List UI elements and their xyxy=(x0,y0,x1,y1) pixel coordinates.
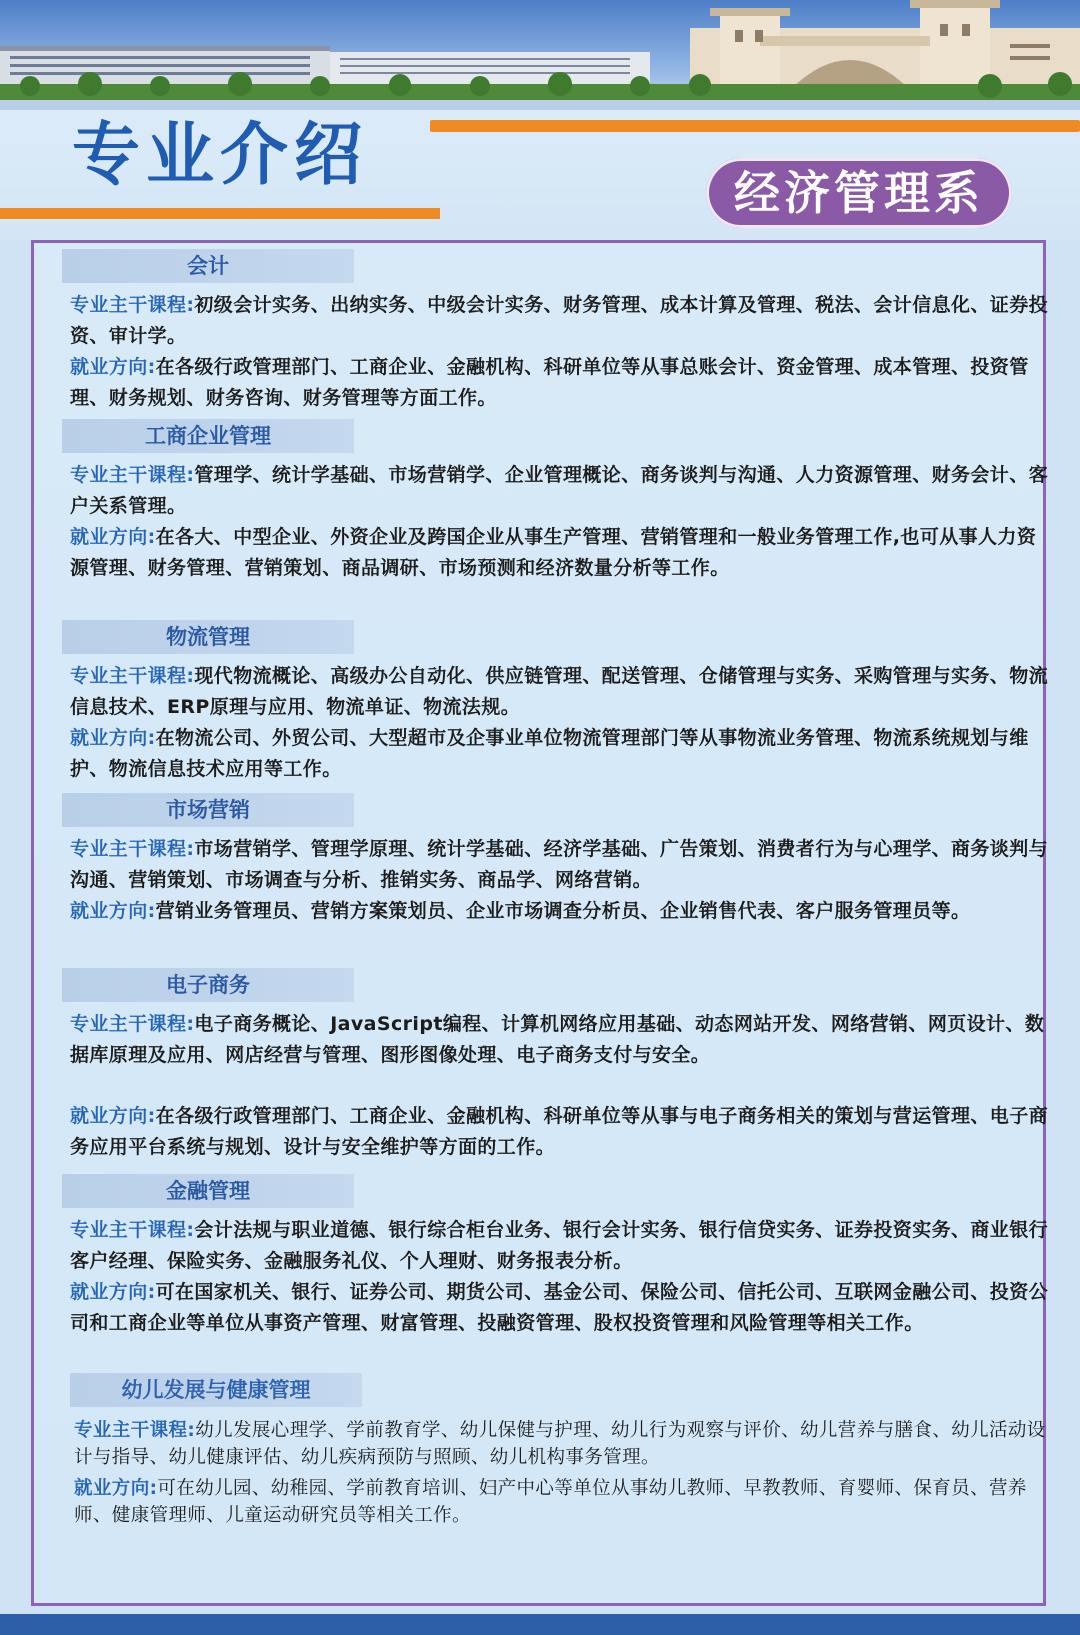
department-badge: 经济管理系 xyxy=(706,158,1012,228)
campus-banner-image xyxy=(0,0,1080,110)
page-title: 专业介绍 xyxy=(72,116,369,195)
major-jobs xyxy=(70,1101,1050,1162)
jobs-label: 就业方向: xyxy=(70,526,156,548)
courses-text: 幼儿发展心理学、学前教育学、幼儿保健与护理、幼儿行为观察与评价、幼儿营养与膳食、幼儿活动设计与指导、幼儿健康评估、幼儿疾病预防与照顾、幼儿机构事务管理。 xyxy=(74,1420,1046,1468)
major-courses xyxy=(70,661,1050,722)
jobs-label: 就业方向: xyxy=(70,1105,156,1127)
jobs-text: 在各大、中型企业、外资企业及跨国企业从事生产管理、营销管理和一般业务管理工作,也可从事人力资源管理、财务管理、营销策划、商品调研、市场预测和经济数量分析等工作。 xyxy=(70,526,1037,579)
orange-divider-top xyxy=(430,120,1080,132)
majors-frame xyxy=(31,240,1049,1606)
major-name: 市场营销 xyxy=(62,793,354,827)
major-name: 物流管理 xyxy=(62,620,354,654)
major-name: 幼儿发展与健康管理 xyxy=(70,1373,362,1407)
courses-text: 电子商务概论、JavaScript编程、计算机网络应用基础、动态网站开发、网络营销、网页设计、数据库原理及应用、网店经营与管理、图形图像处理、电子商务支付与安全。 xyxy=(70,1013,1045,1066)
courses-text: 现代物流概论、高级办公自动化、供应链管理、配送管理、仓储管理与实务、采购管理与实务、物流信息技术、ERP原理与应用、物流单证、物流法规。 xyxy=(70,665,1049,718)
jobs-label: 就业方向: xyxy=(74,1478,158,1499)
jobs-text: 营销业务管理员、营销方案策划员、企业市场调查分析员、企业销售代表、客户服务管理员等。 xyxy=(155,900,971,922)
orange-divider-bottom xyxy=(0,208,440,219)
major-courses xyxy=(70,1009,1050,1070)
jobs-label: 就业方向: xyxy=(70,900,156,922)
major-courses xyxy=(70,460,1050,521)
courses-label: 专业主干课程: xyxy=(74,1420,196,1441)
major-jobs xyxy=(70,522,1050,583)
jobs-text: 在物流公司、外贸公司、大型超市及企事业单位物流管理部门等从事物流业务管理、物流系统规划与维护、物流信息技术应用等工作。 xyxy=(70,727,1029,780)
major-courses xyxy=(70,834,1050,895)
bottom-strip xyxy=(0,1614,1080,1635)
major-jobs xyxy=(74,1475,1054,1529)
courses-label: 专业主干课程: xyxy=(70,294,195,316)
jobs-label: 就业方向: xyxy=(70,1281,156,1303)
major-jobs xyxy=(70,896,1050,927)
jobs-text: 在各级行政管理部门、工商企业、金融机构、科研单位等从事与电子商务相关的策划与营运管理、电子商务应用平台系统与规划、设计与安全维护等方面的工作。 xyxy=(70,1105,1049,1158)
courses-text: 市场营销学、管理学原理、统计学基础、经济学基础、广告策划、消费者行为与心理学、商务谈判与沟通、营销策划、市场调查与分析、推销实务、商品学、网络营销。 xyxy=(70,838,1049,891)
courses-label: 专业主干课程: xyxy=(70,1013,195,1035)
major-courses xyxy=(70,290,1050,351)
major-name: 工商企业管理 xyxy=(62,419,354,453)
major-courses xyxy=(74,1417,1054,1471)
major-name: 电子商务 xyxy=(62,968,354,1002)
courses-text: 管理学、统计学基础、市场营销学、企业管理概论、商务谈判与沟通、人力资源管理、财务会计、客户关系管理。 xyxy=(70,464,1049,517)
major-name: 会计 xyxy=(62,249,354,283)
courses-label: 专业主干课程: xyxy=(70,838,195,860)
jobs-text: 在各级行政管理部门、工商企业、金融机构、科研单位等从事总账会计、资金管理、成本管理、投资管理、财务规划、财务咨询、财务管理等方面工作。 xyxy=(70,356,1029,409)
jobs-text: 可在国家机关、银行、证券公司、期货公司、基金公司、保险公司、信托公司、互联网金融公司、投资公司和工商企业等单位从事资产管理、财富管理、投融资管理、股权投资管理和风险管理等相关工作。 xyxy=(70,1281,1049,1334)
jobs-text: 可在幼儿园、幼稚园、学前教育培训、妇产中心等单位从事幼儿教师、早教教师、育婴师、保育员、营养师、健康管理师、儿童运动研究员等相关工作。 xyxy=(74,1478,1027,1526)
courses-text: 初级会计实务、出纳实务、中级会计实务、财务管理、成本计算及管理、税法、会计信息化、证券投资、审计学。 xyxy=(70,294,1049,347)
courses-label: 专业主干课程: xyxy=(70,1219,195,1241)
jobs-label: 就业方向: xyxy=(70,356,156,378)
courses-text: 会计法规与职业道德、银行综合柜台业务、银行会计实务、银行信贷实务、证券投资实务、商业银行客户经理、保险实务、金融服务礼仪、个人理财、财务报表分析。 xyxy=(70,1219,1049,1272)
major-jobs xyxy=(70,1277,1050,1338)
jobs-label: 就业方向: xyxy=(70,727,156,749)
major-name: 金融管理 xyxy=(62,1174,354,1208)
major-jobs xyxy=(70,723,1050,784)
courses-label: 专业主干课程: xyxy=(70,665,195,687)
major-jobs xyxy=(70,352,1050,413)
courses-label: 专业主干课程: xyxy=(70,464,195,486)
major-courses xyxy=(70,1215,1050,1276)
